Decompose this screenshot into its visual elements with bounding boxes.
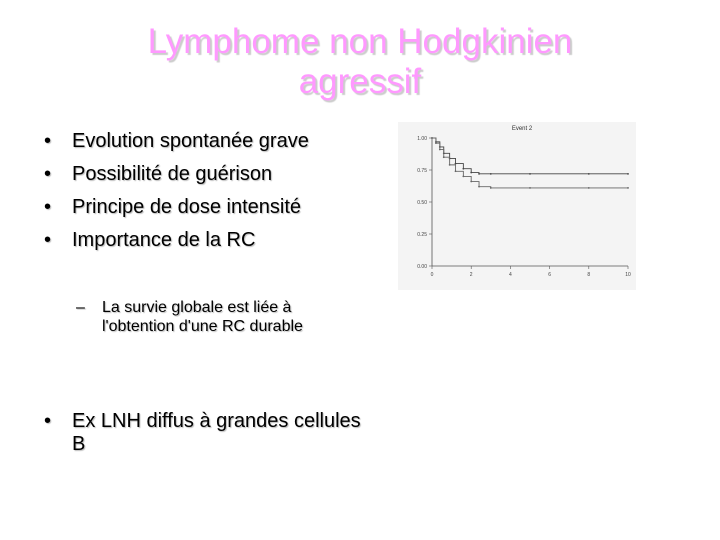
- survival-point: [462, 168, 464, 170]
- survival-curve: [432, 138, 628, 188]
- x-tick-label: 8: [587, 272, 591, 278]
- chart-title: Event 2: [511, 126, 533, 132]
- y-tick-label: 0.00: [417, 264, 427, 270]
- bullet-glyph: •: [44, 130, 52, 152]
- x-tick-label: 4: [509, 272, 512, 278]
- chart-series: [431, 137, 629, 189]
- survival-point: [490, 187, 492, 189]
- bullet-text: Ex LNH diffus à grandes cellules B: [72, 410, 361, 455]
- sub-bullet-glyph: –: [76, 299, 85, 316]
- bullet-glyph: •: [44, 196, 52, 218]
- survival-point: [588, 187, 590, 189]
- bullet-glyph: •: [44, 410, 52, 432]
- x-tick-label: 10: [625, 272, 631, 278]
- survival-point: [455, 163, 457, 165]
- bullet-item: [44, 410, 364, 456]
- y-tick-label: 0.75: [417, 168, 427, 174]
- bullet-text: Principe de dose intensité: [72, 196, 302, 218]
- survival-point: [478, 173, 480, 175]
- survival-point: [529, 173, 531, 175]
- survival-point: [529, 187, 531, 189]
- bullet-text: Evolution spontanée grave: [72, 130, 309, 152]
- bullet-text: Importance de la RC: [72, 229, 256, 251]
- survival-point: [470, 172, 472, 174]
- survival-point: [588, 173, 590, 175]
- survival-point: [470, 181, 472, 183]
- survival-point: [435, 142, 437, 144]
- bullet-item: [44, 196, 364, 219]
- survival-point: [627, 187, 629, 189]
- bottom-bullet-list: [44, 410, 364, 456]
- survival-point: [490, 173, 492, 175]
- sub-bullet-list: [76, 298, 346, 336]
- y-tick-label: 0.50: [417, 200, 427, 206]
- survival-point: [439, 149, 441, 151]
- bullet-item: [44, 163, 364, 186]
- bullet-item: [44, 130, 364, 153]
- bullet-list: [44, 130, 364, 262]
- slide-title: [0, 22, 720, 102]
- survival-point: [478, 186, 480, 188]
- survival-point: [449, 164, 451, 166]
- y-tick-label: 0.25: [417, 232, 427, 238]
- bullet-glyph: •: [44, 163, 52, 185]
- title-line-2: agressif: [298, 62, 422, 101]
- survival-chart: [398, 122, 636, 290]
- survival-point: [627, 173, 629, 175]
- x-tick-label: 2: [469, 272, 473, 278]
- survival-point: [462, 176, 464, 178]
- survival-chart-svg: [398, 122, 636, 290]
- sub-bullet-text: La survie globale est liée à l'obtention d'une RC durable: [102, 299, 303, 335]
- bullet-glyph: •: [44, 229, 52, 251]
- sub-bullet-item: [76, 298, 346, 336]
- chart-axes: [432, 138, 628, 266]
- bullet-text: Possibilité de guérison: [72, 163, 273, 185]
- title-line-1: Lymphome non Hodgkinien: [147, 22, 573, 61]
- survival-point: [455, 170, 457, 172]
- x-tick-label: 6: [548, 272, 551, 278]
- survival-curve: [432, 138, 628, 174]
- bullet-item: [44, 229, 364, 252]
- x-tick-label: 0: [430, 272, 434, 278]
- survival-point: [443, 156, 445, 158]
- y-tick-label: 1.00: [417, 136, 427, 142]
- survival-point: [431, 137, 433, 139]
